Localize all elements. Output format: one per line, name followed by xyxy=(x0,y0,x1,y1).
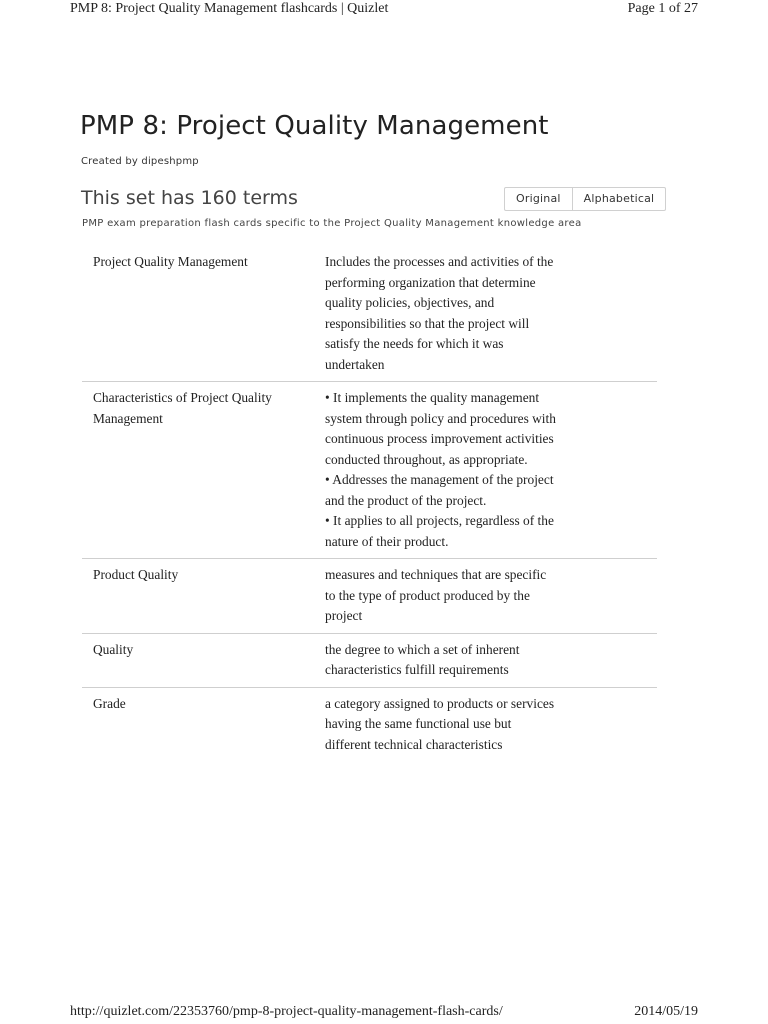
terms-table xyxy=(82,246,657,761)
definition-paragraph: • It implements the quality management system through policy and procedures with continuous process improvement activities conducted throughout, as appropriate. xyxy=(325,390,556,467)
set-description: PMP exam preparation flash cards specific to the Project Quality Management knowledge area xyxy=(82,218,582,229)
term-row xyxy=(82,246,657,382)
term-row xyxy=(82,559,657,634)
document-title: PMP 8: Project Quality Management flashcards | Quizlet xyxy=(70,1,389,16)
term-text: Quality xyxy=(93,641,134,657)
term-text: Project Quality Management xyxy=(93,254,248,269)
term-definition xyxy=(325,694,557,756)
term-definition xyxy=(325,565,557,627)
term-definition xyxy=(325,388,557,552)
term-count: This set has 160 terms xyxy=(81,187,298,209)
definition-paragraph: measures and techniques that are specific to the type of product produced by the project xyxy=(325,567,547,623)
page-title: PMP 8: Project Quality Management xyxy=(80,111,549,141)
sort-toggle xyxy=(504,187,666,211)
definition-paragraph: • Addresses the management of the project and the product of the project. xyxy=(325,472,554,508)
definition-paragraph: a category assigned to products or services having the same functional use but different technical characteristics xyxy=(325,695,555,752)
term-definition xyxy=(325,640,557,681)
sort-original-button[interactable]: Original xyxy=(516,192,561,205)
term-text: Grade xyxy=(93,695,126,711)
created-by: Created by dipeshpmp xyxy=(81,156,199,167)
definition-paragraph: Includes the processes and activities of the performing organization that determine quality policies, objectives, and responsibilities so that the project will satisfy the needs for which it was undertaken xyxy=(325,254,554,372)
term-row xyxy=(82,634,657,688)
term-text: Characteristics of Project Quality Management xyxy=(93,390,272,426)
term-row xyxy=(82,382,657,559)
definition-paragraph: the degree to which a set of inherent characteristics fulfill requirements xyxy=(325,641,520,677)
term-row xyxy=(82,688,657,762)
term-text: Product Quality xyxy=(93,567,179,582)
print-date: 2014/05/19 xyxy=(634,1004,698,1019)
page-url: http://quizlet.com/22353760/pmp-8-project-quality-management-flash-cards/ xyxy=(70,1004,503,1019)
definition-paragraph: • It applies to all projects, regardless of the nature of their product. xyxy=(325,513,554,549)
print-header xyxy=(0,0,768,22)
term-definition xyxy=(325,252,557,375)
sort-alphabetical-button[interactable]: Alphabetical xyxy=(572,188,666,210)
print-footer xyxy=(0,1002,768,1024)
page-indicator: Page 1 of 27 xyxy=(627,1,698,16)
